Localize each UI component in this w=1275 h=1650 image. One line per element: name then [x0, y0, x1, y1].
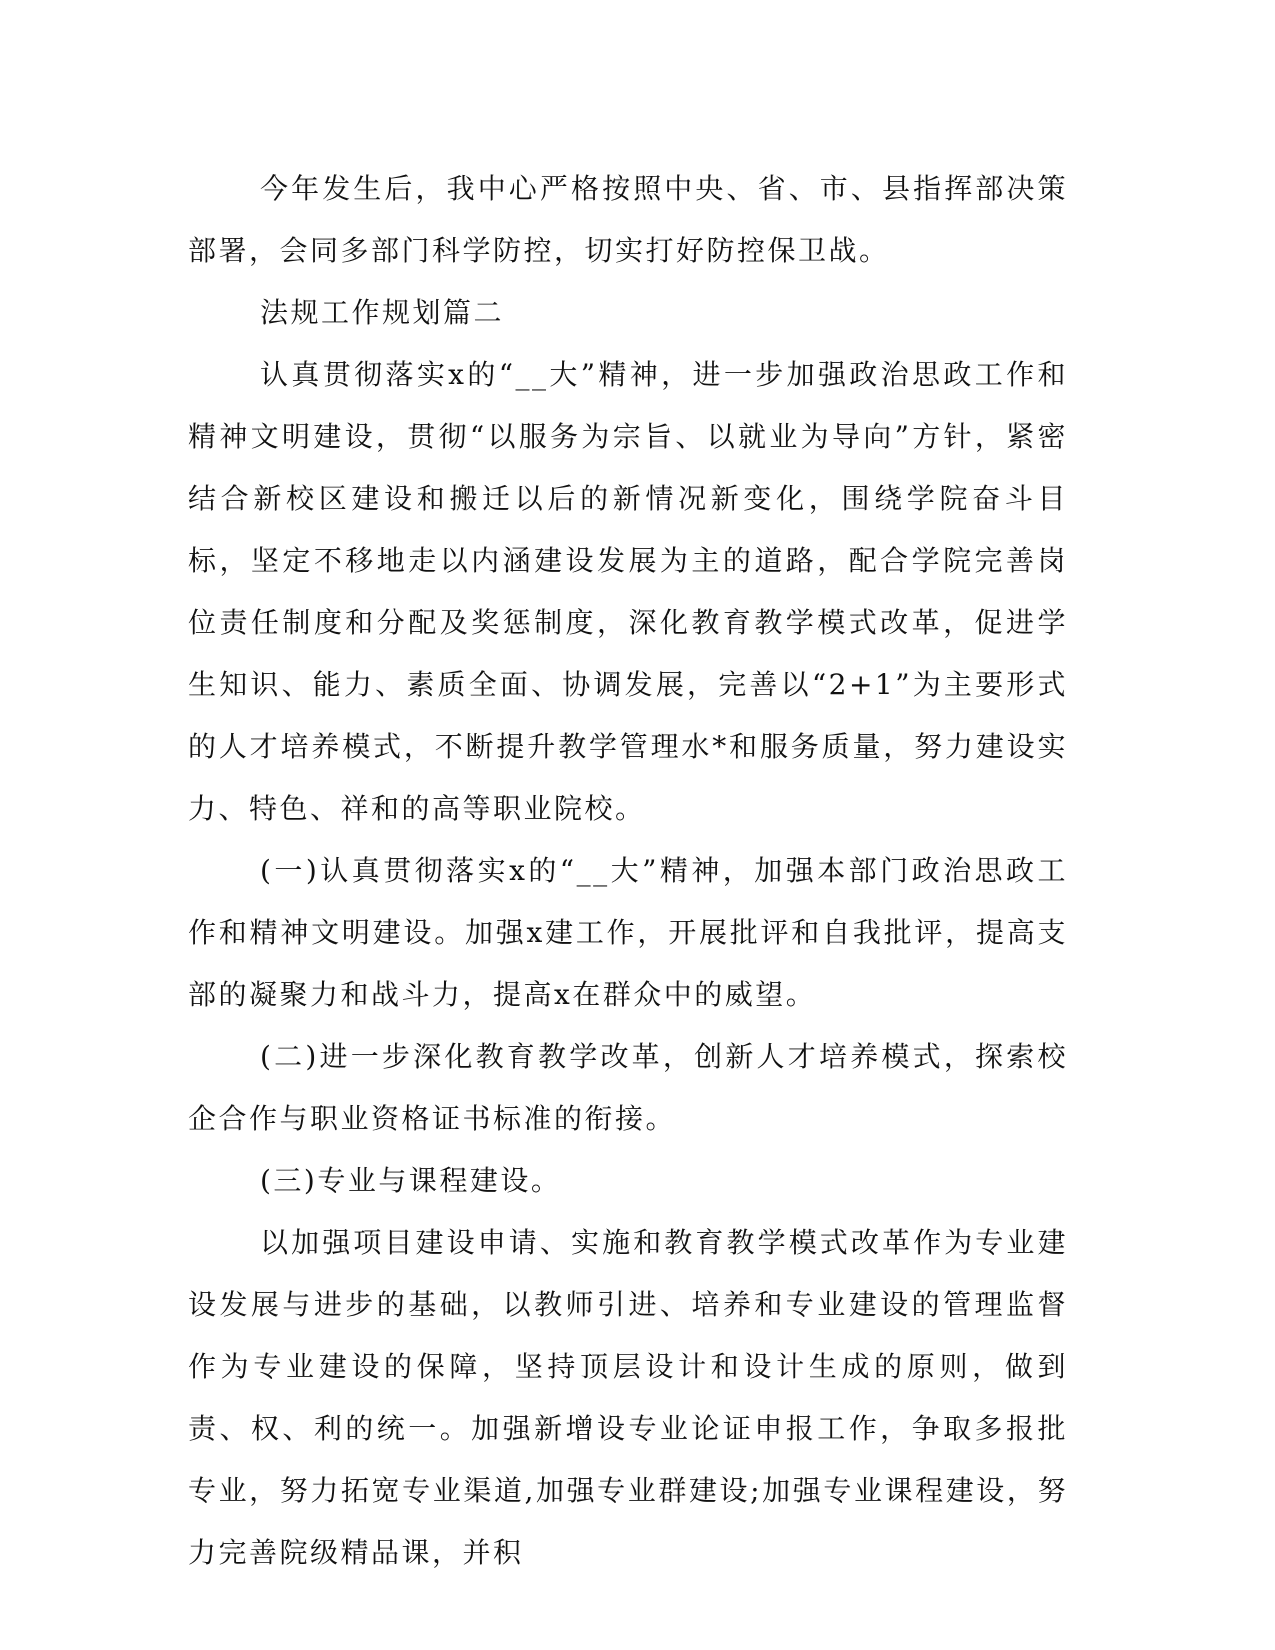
paragraph-overview: 认真贯彻落实x的“__大”精神，进一步加强政治思政工作和精神文明建设，贯彻“以服务为宗旨、以就业为导向”方针，紧密结合新校区建设和搬迁以后的新情况新变化，围绕学院奋斗目标，坚定不移地走以内涵建设发展为主的道路，配合学院完善岗位责任制度和分配及奖惩制度，深化教育教学模式改革，促进学生知识、能力、素质全面、协调发展，完善以“2+1”为主要形式的人才培养模式，不断提升教学管理水*和服务质量，努力建设实力、特色、祥和的高等职业院校。 — [188, 358, 1068, 825]
paragraph-item-2: (二)进一步深化教育教学改革，创新人才培养模式，探索校企合作与职业资格证书标准的衔接。 — [188, 1040, 1068, 1135]
paragraph-item-1: (一)认真贯彻落实x的“__大”精神，加强本部门政治思政工作和精神文明建设。加强x建工作，开展批评和自我批评，提高支部的凝聚力和战斗力，提高x在群众中的威望。 — [188, 854, 1068, 1011]
section-heading: 法规工作规划篇二 — [260, 296, 505, 329]
paragraph-intro: 今年发生后，我中心严格按照中央、省、市、县指挥部决策部署，会同多部门科学防控，切实打好防控保卫战。 — [188, 172, 1068, 267]
document-body — [188, 158, 1068, 1584]
paragraph-item-3-heading: (三)专业与课程建设。 — [260, 1164, 562, 1197]
paragraph-item-3-body: 以加强项目建设申请、实施和教育教学模式改革作为专业建设发展与进步的基础，以教师引进、培养和专业建设的管理监督作为专业建设的保障，坚持顶层设计和设计生成的原则，做到责、权、利的统一。加强新增设专业论证申报工作，争取多报批专业，努力拓宽专业渠道,加强专业群建设;加强专业课程建设，努力完善院级精品课，并积 — [188, 1226, 1068, 1569]
